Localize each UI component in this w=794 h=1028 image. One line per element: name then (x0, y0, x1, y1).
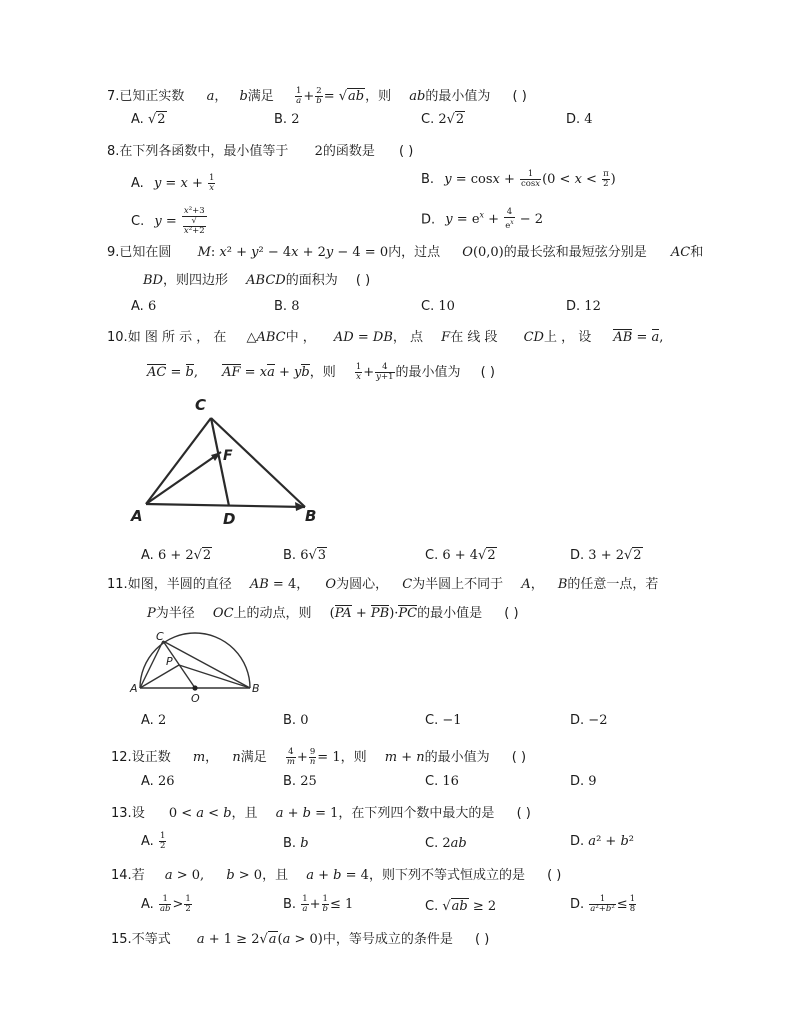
option-b: B. 8 (274, 299, 300, 314)
label-b: B (305, 507, 317, 525)
answer-blank: ( ) (480, 365, 495, 380)
option-a: A. 6 + 2√2 (141, 548, 212, 563)
option-d: D. $y = e^x$ + $\frac{4}{e^x}$ − 2 (421, 207, 544, 232)
answer-blank: ( ) (511, 750, 527, 765)
answer-blank: ( ) (516, 806, 531, 821)
option-b: B. $\frac{1}{a}$ + $\frac{1}{b}$ ≤ 1 (283, 894, 354, 914)
option-c: C. 6 + 4√2 (425, 548, 496, 563)
option-c: C. −1 (425, 713, 462, 728)
answer-blank: ( ) (504, 606, 519, 621)
option-a: A. $\frac{1}{2}$ (141, 831, 166, 851)
label-b: B (252, 682, 260, 695)
answer-blank: ( ) (547, 868, 562, 883)
label-c: C (195, 396, 207, 414)
option-c: C. 2ab (425, 836, 467, 851)
label-a: A (131, 507, 143, 525)
option-d: D. $\frac{1}{\text{a²+b²}}$ ≤ $\frac{1}{8}$ (570, 894, 636, 914)
answer-blank: ( ) (399, 144, 414, 159)
label-a: A (130, 682, 138, 695)
answer-blank: ( ) (355, 273, 371, 288)
question-number: 7. (107, 89, 120, 104)
option-a: A. √2 (131, 112, 166, 127)
label-d: D (223, 510, 236, 528)
label-f: F (223, 448, 233, 464)
option-c: C. 2√2 (421, 112, 465, 127)
label-o: O (191, 692, 200, 705)
option-c: C. 16 (425, 774, 459, 789)
option-b: B. 6√3 (283, 548, 327, 563)
option-d: D. a² + b² (570, 834, 634, 849)
option-a: A. 2 (141, 713, 167, 728)
semicircle-figure (125, 630, 270, 705)
option-b: B. 2 (274, 112, 300, 127)
option-d: D. 4 (566, 112, 593, 127)
option-d: D. 12 (566, 299, 601, 314)
label-c: C (156, 630, 164, 643)
option-d: D. 9 (570, 774, 597, 789)
answer-blank: ( ) (512, 89, 527, 104)
option-b: B. 25 (283, 774, 317, 789)
option-c: C. y = x²+3 √ x²+2 (131, 206, 205, 236)
option-b: B. b (283, 836, 309, 851)
option-d: D. −2 (570, 713, 608, 728)
option-a: A. 26 (141, 774, 175, 789)
option-b: B. 0 (283, 713, 309, 728)
option-c: C. 10 (421, 299, 455, 314)
triangle-figure (125, 390, 330, 530)
option-c: C. √ab ≥ 2 (425, 899, 497, 914)
option-a: A. 6 (131, 299, 157, 314)
option-a: A. y = x + $\frac{1}{x}$ (131, 173, 215, 193)
label-p: P (166, 655, 173, 668)
option-b: B. y = cosx + $\frac{1}{\cos x}$ (0 < x < $\frac{\pi}{2}$ ) (421, 169, 616, 189)
answer-blank: ( ) (475, 932, 490, 947)
option-d: D. 3 + 2√2 (570, 548, 642, 563)
option-a: A. $\frac{1}{ab}$ > $\frac{1}{2}$ (141, 894, 191, 914)
